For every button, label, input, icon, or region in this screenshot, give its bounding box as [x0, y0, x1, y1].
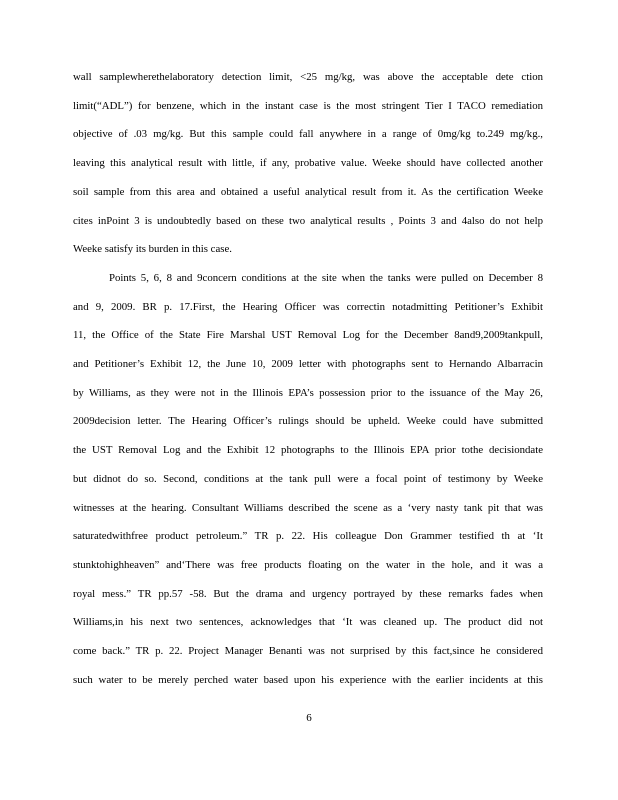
text-line: royal mess.” TR pp.57 -58. But the drama and urgency portrayed by these remarks fades when	[73, 587, 543, 600]
text-line: leaving this analytical result with little, if any, probative value. Weeke should have collected another	[73, 157, 543, 170]
text-line: limit(“ADL”) for benzene, which in the instant case is the most stringent Tier I TACO remediation	[73, 99, 543, 112]
text-line: 2009decision letter. The Hearing Officer’s rulings should be upheld. Weeke could have submitted	[73, 415, 543, 428]
text-line: by Williams, as they were not in the Illinois EPA’s possession prior to the issuance of the May 26,	[73, 386, 543, 399]
text-line: objective of .03 mg/kg. But this sample could fall anywhere in a range of 0mg/kg to.249 mg/kg.,	[73, 128, 543, 141]
text-line: witnesses at the hearing. Consultant Williams described the scene as a ‘very nasty tank pit that was	[73, 501, 543, 514]
text-line: the UST Removal Log and the Exhibit 12 photographs to the Illinois EPA prior tothe decisiondate	[73, 444, 543, 457]
text-line: Points 5, 6, 8 and 9concern conditions at the site when the tanks were pulled on December 8	[109, 271, 543, 284]
page-number: 6	[306, 712, 312, 724]
text-line: come back.” TR p. 22. Project Manager Benanti was not surprised by this fact,since he considered	[73, 645, 543, 657]
text-line: saturatedwithfree product petroleum.” TR p. 22. His colleague Don Grammer testified th at ‘It	[73, 530, 543, 543]
text-line: Weeke satisfy its burden in this case.	[73, 243, 232, 256]
text-line: stunktohighheaven” and‘There was free products floating on the water in the hole, and it was a	[73, 558, 543, 571]
text-line: 11, the Office of the State Fire Marshal UST Removal Log for the December 8and9,2009tankpull,	[73, 329, 543, 342]
text-line: and Petitioner’s Exhibit 12, the June 10, 2009 letter with photographs sent to Hernando Albarracin	[73, 358, 543, 370]
text-line: cites inPoint 3 is undoubtedly based on these two analytical results , Points 3 and 4also do not help	[73, 214, 543, 227]
text-line: soil sample from this area and obtained a useful analytical result from it. As the certification Weeke	[73, 185, 543, 198]
text-line: but didnot do so. Second, conditions at the tank pull were a focal point of testimony by Weeke	[73, 472, 543, 485]
text-line: Williams,in his next two sentences, acknowledges that ‘It was cleaned up. The product did not	[73, 616, 543, 629]
text-line: wall samplewherethelaboratory detection limit, <25 mg/kg, was above the acceptable dete ction	[73, 71, 543, 83]
text-line: such water to be merely perched water based upon his experience with the earlier incidents at this	[73, 673, 543, 686]
text-line: and 9, 2009. BR p. 17.First, the Hearing Officer was correctin notadmitting Petitioner’s Exhibit	[73, 300, 543, 313]
